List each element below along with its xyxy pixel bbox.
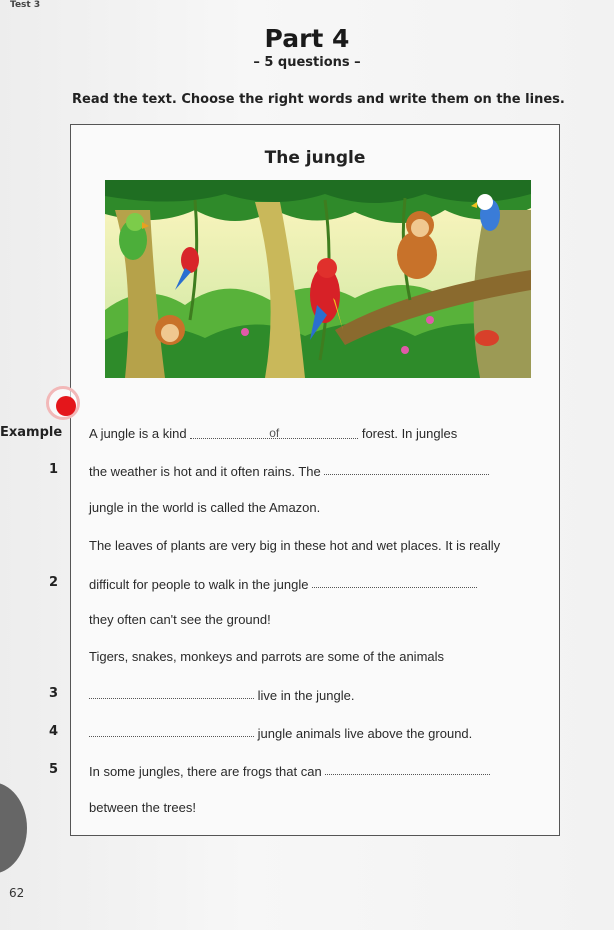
question-number: 4 — [48, 724, 58, 739]
question-5-line — [89, 763, 490, 779]
text-line: The leaves of plants are very big in these hot and wet places. It is really — [89, 538, 501, 553]
line-text: jungle animals live above the ground. — [257, 726, 473, 741]
text-line: Tigers, snakes, monkeys and parrots are some of the animals — [89, 649, 445, 664]
questions-count: – 5 questions – — [253, 55, 361, 70]
text-line: they often can't see the ground! — [89, 612, 271, 627]
answer-blank-3[interactable] — [89, 686, 254, 699]
example-label: Example — [0, 425, 63, 440]
question-3-line — [89, 687, 354, 703]
answer-blank-4[interactable] — [89, 724, 254, 737]
line-text: difficult for people to walk in the jungle — [89, 577, 309, 592]
page-number: 62 — [9, 886, 25, 900]
line-text: live in the jungle. — [257, 688, 355, 703]
text-line: jungle in the world is called the Amazon. — [89, 500, 321, 515]
jungle-illustration — [105, 180, 531, 378]
instruction-text: Read the text. Choose the right words and write them on the lines. — [72, 92, 565, 107]
question-1-line — [89, 463, 489, 479]
text-line: between the trees! — [89, 800, 196, 815]
example-answer-blank: of — [190, 426, 358, 439]
question-number: 2 — [48, 575, 58, 590]
question-number: 1 — [48, 462, 58, 477]
question-2-line — [89, 576, 477, 592]
question-number: 3 — [48, 686, 58, 701]
line-text: In some jungles, there are frogs that can — [89, 764, 322, 779]
record-marker-dot[interactable] — [56, 396, 76, 416]
line-text: forest. In jungles — [361, 426, 458, 441]
answer-blank-5[interactable] — [325, 762, 490, 775]
line-text: A jungle is a kind — [89, 426, 187, 441]
answer-blank-2[interactable] — [312, 575, 477, 588]
line-text: the weather is hot and it often rains. The — [89, 464, 321, 479]
text-title: The jungle — [264, 148, 366, 168]
example-line — [89, 426, 457, 441]
question-number: 5 — [48, 762, 58, 777]
part-title: Part 4 — [264, 24, 350, 53]
question-4-line — [89, 725, 472, 741]
answer-blank-1[interactable] — [324, 462, 489, 475]
test-label: Test 3 — [10, 0, 41, 10]
